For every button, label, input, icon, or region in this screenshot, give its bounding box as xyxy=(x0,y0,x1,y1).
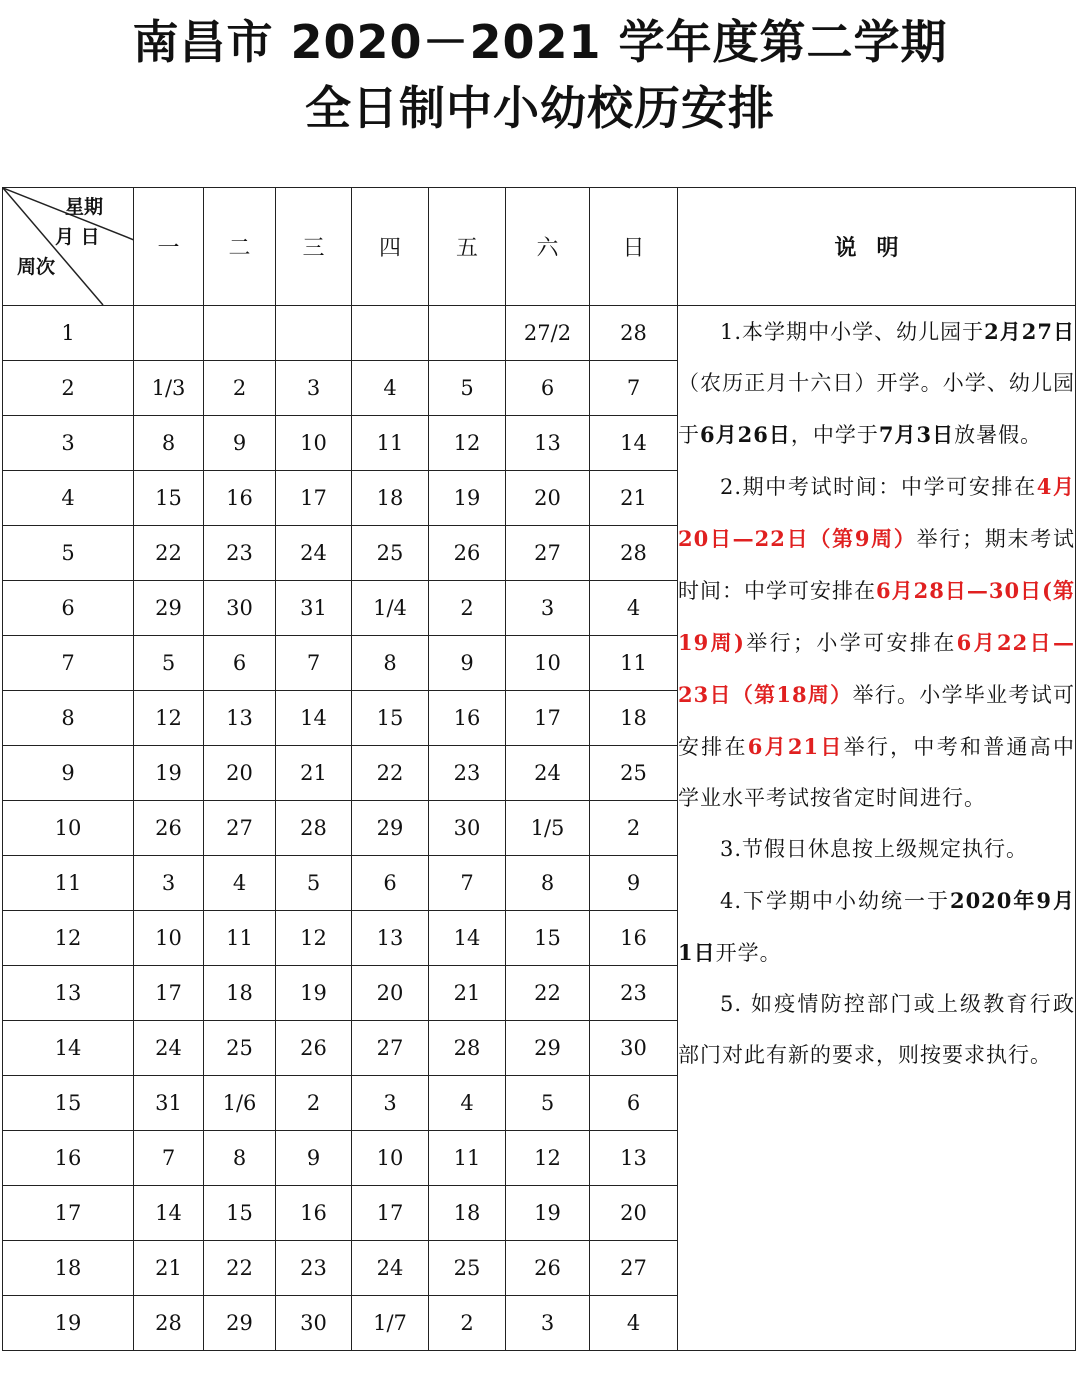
weekday-header-thu: 四 xyxy=(352,188,429,306)
day-cell: 18 xyxy=(429,1186,506,1241)
day-cell: 8 xyxy=(352,636,429,691)
corner-weekday-label: 星期 xyxy=(65,196,104,218)
note-text: 1.本学期中小学、幼儿园于 xyxy=(720,320,985,344)
day-cell: 28 xyxy=(590,526,678,581)
day-cell: 2 xyxy=(429,581,506,636)
day-cell: 29 xyxy=(352,801,429,856)
week-number-cell: 8 xyxy=(3,691,134,746)
corner-week-number-label: 周次 xyxy=(17,256,56,278)
month-start-cell: 1/3 xyxy=(134,361,204,416)
day-cell: 17 xyxy=(506,691,590,746)
day-cell: 26 xyxy=(506,1241,590,1296)
note-text: 2020年9月1日 xyxy=(678,888,1075,965)
day-cell: 22 xyxy=(204,1241,276,1296)
day-cell: 15 xyxy=(352,691,429,746)
day-cell: 3 xyxy=(352,1076,429,1131)
week-number-cell: 15 xyxy=(3,1076,134,1131)
day-cell: 29 xyxy=(134,581,204,636)
day-cell: 23 xyxy=(204,526,276,581)
day-cell: 22 xyxy=(506,966,590,1021)
weekday-header-mon: 一 xyxy=(134,188,204,306)
day-cell: 21 xyxy=(276,746,352,801)
day-cell: 23 xyxy=(276,1241,352,1296)
note-paragraph xyxy=(678,461,1075,824)
day-cell: 8 xyxy=(506,856,590,911)
week-number-cell: 13 xyxy=(3,966,134,1021)
day-cell: 24 xyxy=(352,1241,429,1296)
note-text: 举行。小学毕业考试可安排在 xyxy=(678,683,1075,759)
day-cell: 27 xyxy=(352,1021,429,1076)
day-cell: 4 xyxy=(590,1296,678,1351)
day-cell: 17 xyxy=(134,966,204,1021)
note-text: 3.节假日休息按上级规定执行。 xyxy=(720,837,1029,861)
day-cell: 14 xyxy=(134,1186,204,1241)
day-cell xyxy=(204,306,276,361)
day-cell: 6 xyxy=(590,1076,678,1131)
day-cell: 6 xyxy=(204,636,276,691)
day-cell: 20 xyxy=(204,746,276,801)
day-cell: 26 xyxy=(429,526,506,581)
week-number-cell: 10 xyxy=(3,801,134,856)
day-cell: 9 xyxy=(276,1131,352,1186)
note-text: ，中学于 xyxy=(790,423,879,447)
day-cell: 16 xyxy=(204,471,276,526)
day-cell: 11 xyxy=(352,416,429,471)
note-text: 6月26日 xyxy=(700,422,791,447)
note-highlight-date: 6月28日—30日(第19周) xyxy=(678,578,1075,655)
day-cell: 13 xyxy=(204,691,276,746)
day-cell: 10 xyxy=(506,636,590,691)
day-cell: 30 xyxy=(429,801,506,856)
day-cell: 21 xyxy=(590,471,678,526)
day-cell: 19 xyxy=(429,471,506,526)
day-cell: 9 xyxy=(204,416,276,471)
week-number-cell: 12 xyxy=(3,911,134,966)
week-number-cell: 5 xyxy=(3,526,134,581)
day-cell: 5 xyxy=(134,636,204,691)
day-cell: 12 xyxy=(429,416,506,471)
day-cell: 17 xyxy=(276,471,352,526)
note-text: 2月27日 xyxy=(984,319,1075,344)
day-cell: 24 xyxy=(506,746,590,801)
note-text: 开学。 xyxy=(715,941,782,965)
description-header xyxy=(678,188,1076,306)
day-cell: 26 xyxy=(276,1021,352,1076)
day-cell xyxy=(352,306,429,361)
note-text: 举行；小学可安排在 xyxy=(744,631,957,655)
day-cell: 6 xyxy=(352,856,429,911)
day-cell xyxy=(429,306,506,361)
day-cell: 20 xyxy=(590,1186,678,1241)
day-cell: 16 xyxy=(590,911,678,966)
note-text: （农历正月十六日）开学。小学、幼儿园于 xyxy=(678,371,1075,447)
week-number-cell: 14 xyxy=(3,1021,134,1076)
day-cell: 31 xyxy=(134,1076,204,1131)
note-text: 放暑假。 xyxy=(954,423,1043,447)
day-cell: 11 xyxy=(590,636,678,691)
day-cell: 25 xyxy=(429,1241,506,1296)
week-number-cell: 4 xyxy=(3,471,134,526)
day-cell: 14 xyxy=(276,691,352,746)
day-cell: 3 xyxy=(506,1296,590,1351)
day-cell: 23 xyxy=(429,746,506,801)
day-cell: 7 xyxy=(429,856,506,911)
weekday-header-tue: 二 xyxy=(204,188,276,306)
note-text: 举行，中考和普通高中学业水平考试按省定时间进行。 xyxy=(678,735,1075,810)
note-text: 5. 如疫情防控部门或上级教育行政部门对此有新的要求，则按要求执行。 xyxy=(678,992,1075,1067)
school-calendar-table xyxy=(2,187,1076,1351)
day-cell: 18 xyxy=(590,691,678,746)
day-cell: 4 xyxy=(590,581,678,636)
day-cell: 12 xyxy=(276,911,352,966)
day-cell: 8 xyxy=(204,1131,276,1186)
day-cell: 12 xyxy=(506,1131,590,1186)
day-cell: 5 xyxy=(276,856,352,911)
day-cell: 21 xyxy=(429,966,506,1021)
day-cell: 7 xyxy=(590,361,678,416)
day-cell: 9 xyxy=(590,856,678,911)
month-start-cell: 1/4 xyxy=(352,581,429,636)
week-number-cell: 7 xyxy=(3,636,134,691)
day-cell: 27 xyxy=(204,801,276,856)
day-cell: 30 xyxy=(276,1296,352,1351)
day-cell: 17 xyxy=(352,1186,429,1241)
day-cell: 26 xyxy=(134,801,204,856)
day-cell: 31 xyxy=(276,581,352,636)
day-cell: 6 xyxy=(506,361,590,416)
day-cell: 25 xyxy=(352,526,429,581)
description-header-label: 说明 xyxy=(834,236,919,261)
month-start-cell: 1/5 xyxy=(506,801,590,856)
day-cell: 25 xyxy=(204,1021,276,1076)
weekday-header-fri: 五 xyxy=(429,188,506,306)
calendar-body xyxy=(3,306,1076,1351)
week-number-cell: 17 xyxy=(3,1186,134,1241)
note-highlight-date: 4月20日—22日（第9周） xyxy=(678,474,1075,551)
day-cell: 28 xyxy=(590,306,678,361)
note-paragraph xyxy=(678,306,1075,461)
day-cell: 4 xyxy=(204,856,276,911)
day-cell: 23 xyxy=(590,966,678,1021)
week-number-cell: 18 xyxy=(3,1241,134,1296)
day-cell: 19 xyxy=(134,746,204,801)
day-cell: 29 xyxy=(204,1296,276,1351)
day-cell: 28 xyxy=(276,801,352,856)
note-text: 2.期中考试时间：中学可安排在 xyxy=(720,475,1037,499)
day-cell: 3 xyxy=(276,361,352,416)
day-cell: 15 xyxy=(506,911,590,966)
day-cell: 24 xyxy=(134,1021,204,1076)
day-cell: 14 xyxy=(429,911,506,966)
month-start-cell: 27/2 xyxy=(506,306,590,361)
day-cell: 3 xyxy=(134,856,204,911)
weekday-header-wed: 三 xyxy=(276,188,352,306)
day-cell: 28 xyxy=(134,1296,204,1351)
day-cell: 2 xyxy=(276,1076,352,1131)
day-cell: 11 xyxy=(204,911,276,966)
note-text: 4.下学期中小幼统一于 xyxy=(720,889,950,913)
week-number-cell: 11 xyxy=(3,856,134,911)
corner-month-day-label: 月 日 xyxy=(55,226,100,248)
note-paragraph xyxy=(678,875,1075,979)
day-cell: 11 xyxy=(429,1131,506,1186)
day-cell: 19 xyxy=(506,1186,590,1241)
table-row xyxy=(3,306,1076,361)
day-cell: 12 xyxy=(134,691,204,746)
note-highlight-date: 6月21日 xyxy=(747,734,844,759)
day-cell: 10 xyxy=(276,416,352,471)
day-cell: 14 xyxy=(590,416,678,471)
day-cell: 5 xyxy=(429,361,506,416)
day-cell: 4 xyxy=(429,1076,506,1131)
week-number-cell: 19 xyxy=(3,1296,134,1351)
day-cell: 18 xyxy=(352,471,429,526)
week-number-cell: 2 xyxy=(3,361,134,416)
day-cell: 2 xyxy=(204,361,276,416)
week-number-cell: 16 xyxy=(3,1131,134,1186)
day-cell: 15 xyxy=(204,1186,276,1241)
day-cell xyxy=(134,306,204,361)
day-cell: 13 xyxy=(590,1131,678,1186)
day-cell: 22 xyxy=(352,746,429,801)
note-text: 7月3日 xyxy=(878,422,955,447)
day-cell: 30 xyxy=(204,581,276,636)
day-cell: 16 xyxy=(429,691,506,746)
day-cell: 13 xyxy=(506,416,590,471)
page-subtitle: 全日制中小幼校历安排 xyxy=(305,81,775,135)
day-cell: 22 xyxy=(134,526,204,581)
weekday-header-sat: 六 xyxy=(506,188,590,306)
day-cell: 5 xyxy=(506,1076,590,1131)
day-cell: 10 xyxy=(134,911,204,966)
day-cell: 30 xyxy=(590,1021,678,1076)
day-cell: 28 xyxy=(429,1021,506,1076)
day-cell: 21 xyxy=(134,1241,204,1296)
note-paragraph xyxy=(678,824,1075,875)
day-cell: 29 xyxy=(506,1021,590,1076)
note-text: 举行；期末考试时间：中学可安排在 xyxy=(678,527,1075,603)
day-cell: 27 xyxy=(590,1241,678,1296)
week-number-cell: 9 xyxy=(3,746,134,801)
note-highlight-date: 6月22日—23日（第18周） xyxy=(678,630,1076,707)
day-cell: 25 xyxy=(590,746,678,801)
day-cell: 19 xyxy=(276,966,352,1021)
day-cell: 2 xyxy=(429,1296,506,1351)
day-cell: 13 xyxy=(352,911,429,966)
note-paragraph xyxy=(678,979,1075,1081)
notes-cell xyxy=(678,306,1076,1351)
week-number-cell: 6 xyxy=(3,581,134,636)
day-cell: 27 xyxy=(506,526,590,581)
week-number-cell: 1 xyxy=(3,306,134,361)
day-cell: 3 xyxy=(506,581,590,636)
month-start-cell: 1/7 xyxy=(352,1296,429,1351)
weekday-header-sun: 日 xyxy=(590,188,678,306)
day-cell: 10 xyxy=(352,1131,429,1186)
day-cell: 20 xyxy=(506,471,590,526)
day-cell: 8 xyxy=(134,416,204,471)
day-cell: 7 xyxy=(276,636,352,691)
day-cell: 16 xyxy=(276,1186,352,1241)
month-start-cell: 1/6 xyxy=(204,1076,276,1131)
day-cell: 9 xyxy=(429,636,506,691)
day-cell: 20 xyxy=(352,966,429,1021)
day-cell xyxy=(276,306,352,361)
page-title: 南昌市 2020－2021 学年度第二学期 xyxy=(132,15,948,69)
day-cell: 18 xyxy=(204,966,276,1021)
day-cell: 4 xyxy=(352,361,429,416)
day-cell: 7 xyxy=(134,1131,204,1186)
day-cell: 2 xyxy=(590,801,678,856)
day-cell: 24 xyxy=(276,526,352,581)
corner-header xyxy=(3,188,134,306)
week-number-cell: 3 xyxy=(3,416,134,471)
day-cell: 15 xyxy=(134,471,204,526)
